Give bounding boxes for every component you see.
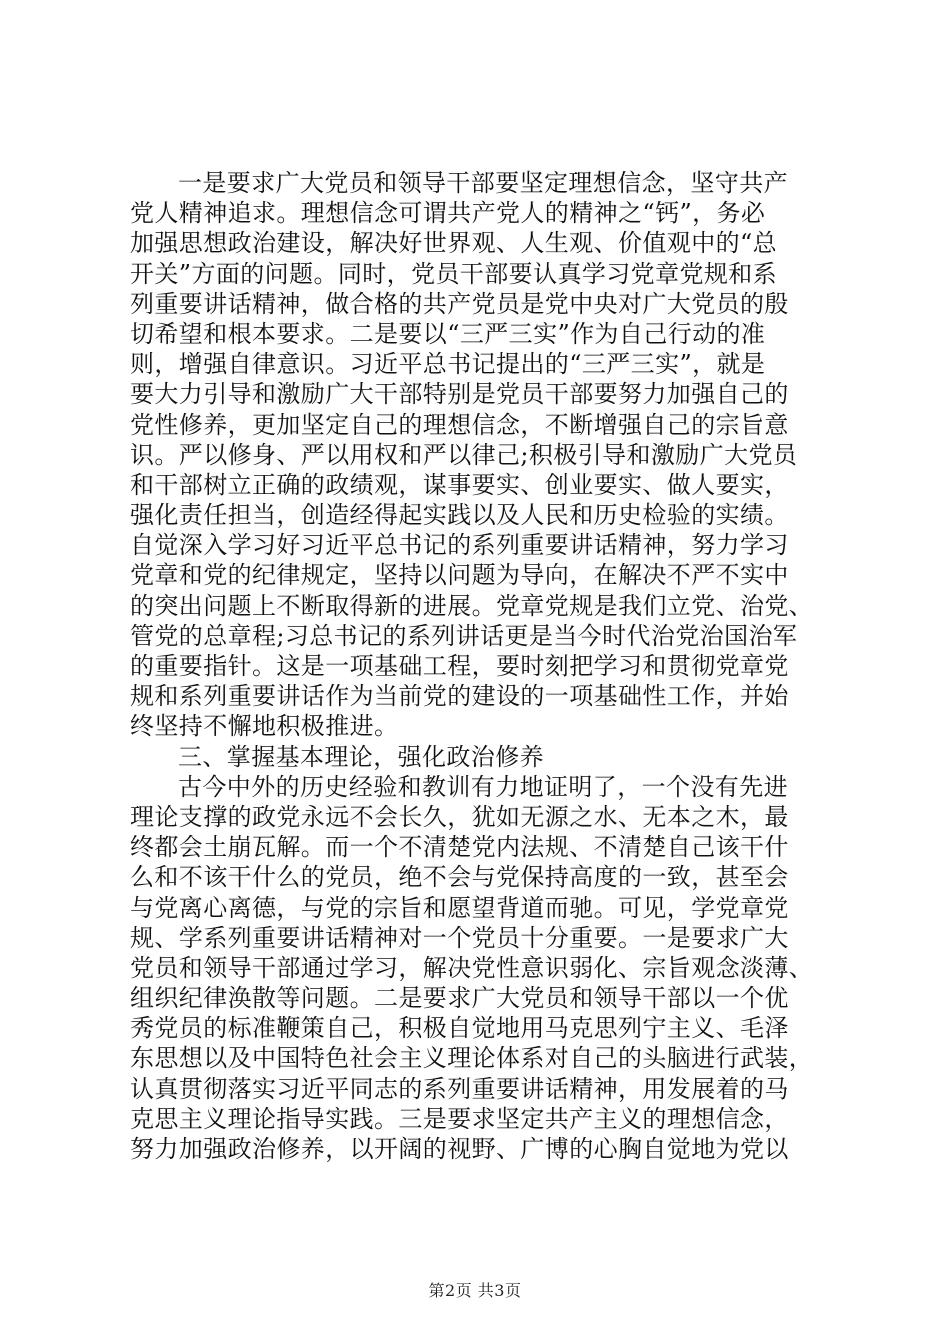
text-line: 终都会土崩瓦解。而一个不清楚党内法规、不清楚自己该干什 (130, 833, 789, 862)
text-line: 东思想以及中国特色社会主义理论体系对自己的头脑进行武装， (130, 1044, 814, 1073)
text-line: 和干部树立正确的政绩观，谋事要实、创业要实、做人要实， (130, 470, 789, 499)
text-line: 古今中外的历史经验和教训有力地证明了，一个没有先进 (178, 772, 788, 801)
text-line: 党人精神追求。理想信念可谓共产党人的精神之“钙”，务必 (130, 199, 766, 228)
page-footer: 第2页 共3页 (428, 1281, 522, 1300)
text-line: 强化责任担当，创造经得起实践以及人民和历史检验的实绩。 (130, 501, 789, 530)
text-line: 秀党员的标准鞭策自己，积极自觉地用马克思列宁主义、毛泽 (130, 1014, 789, 1043)
text-line: 规和系列重要讲话作为当前党的建设的一项基础性工作，并始 (130, 682, 789, 711)
text-line: 加强思想政治建设，解决好世界观、人生观、价值观中的“总 (130, 229, 778, 258)
text-line: 开关”方面的问题。同时，党员干部要认真学习党章党规和系 (130, 259, 778, 288)
text-line: 管党的总章程;习总书记的系列讲话更是当今时代治党治国治军 (130, 621, 798, 650)
text-line: 自觉深入学习好习近平总书记的系列重要讲话精神，努力学习 (130, 531, 789, 560)
text-line: 党性修养，更加坚定自己的理想信念，不断增强自己的宗旨意 (130, 410, 789, 439)
text-line: 列重要讲话精神，做合格的共产党员是党中央对广大党员的殷 (130, 289, 789, 318)
text-line: 么和不该干什么的党员，绝不会与党保持高度的一致，甚至会 (130, 863, 789, 892)
text-line: 与党离心离德，与党的宗旨和愿望背道而驰。可见，学党章党 (130, 893, 789, 922)
text-line: 规、学系列重要讲话精神对一个党员十分重要。一是要求广大 (130, 923, 789, 952)
text-line: 党章和党的纪律规定，坚持以问题为导向，在解决不严不实中 (130, 561, 789, 590)
text-line: 终坚持不懈地积极推进。 (130, 712, 399, 741)
text-line: 党员和领导干部通过学习，解决党性意识弱化、宗旨观念淡薄、 (130, 953, 814, 982)
text-line: 三、掌握基本理论，强化政治修养 (178, 742, 544, 771)
text-line: 则，增强自律意识。习近平总书记提出的“三严三实”，就是 (130, 350, 766, 379)
text-line: 一是要求广大党员和领导干部要坚定理想信念，坚守共产 (178, 169, 788, 197)
text-line: 组织纪律涣散等问题。二是要求广大党员和领导干部以一个优 (130, 984, 789, 1013)
text-line: 努力加强政治修养，以开阔的视野、广博的心胸自觉地为党以 (130, 1135, 789, 1163)
text-line: 切希望和根本要求。二是要以“三严三实”作为自己行动的准 (130, 319, 766, 348)
document-body (130, 168, 828, 1164)
text-line: 认真贯彻落实习近平同志的系列重要讲话精神，用发展着的马 (130, 1074, 789, 1103)
text-line: 理论支撑的政党永远不会长久，犹如无源之水、无本之木，最 (130, 802, 789, 831)
text-line: 的突出问题上不断取得新的进展。党章党规是我们立党、治党、 (130, 591, 814, 620)
text-line: 要大力引导和激励广大干部特别是党员干部要努力加强自己的 (130, 380, 789, 409)
text-line: 的重要指针。这是一项基础工程，要时刻把学习和贯彻党章党 (130, 652, 789, 680)
text-line: 克思主义理论指导实践。三是要求坚定共产主义的理想信念， (130, 1104, 789, 1133)
text-line: 识。严以修身、严以用权和严以律己;积极引导和激励广大党员 (130, 440, 798, 469)
